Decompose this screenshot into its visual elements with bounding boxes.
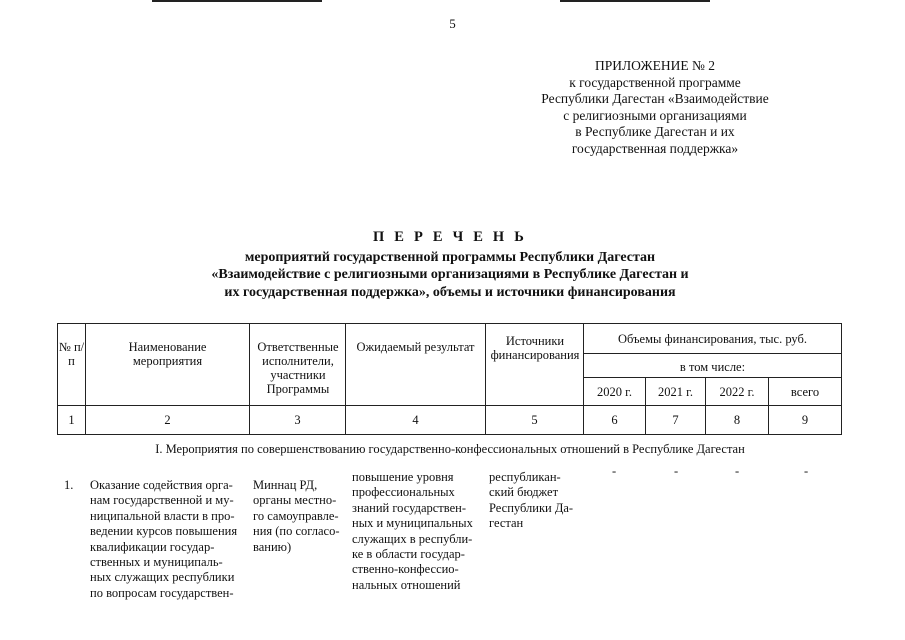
title-line: мероприятий государственной программы Республики Дагестан [244, 249, 656, 265]
row-name-line: ственных и муниципаль- [90, 555, 223, 570]
row-source-line: Республики Да- [489, 500, 574, 515]
column-number: 5 [531, 413, 538, 427]
row-responsible-line: Миннац РД, [253, 478, 318, 492]
section-title: I. Мероприятия по совершенствованию государственно-конфессиональных отношений в Республике Дагестан [155, 442, 745, 456]
appendix-line: к государственной программе [569, 74, 741, 90]
document-title [90, 229, 810, 301]
row-name-line: ведении курсов повышения [90, 524, 238, 539]
table-border [57, 405, 842, 406]
row-2020-value: - [612, 464, 617, 478]
appendix-line: в Республике Дагестан и их [575, 124, 735, 140]
table-border [583, 353, 842, 354]
row-responsible [253, 478, 340, 555]
row-name-line: ниципальной власти в про- [90, 508, 235, 523]
row-source [489, 470, 573, 532]
row-responsible-line: го самоуправле- [253, 508, 339, 523]
header-result: Ожидаемый результат [356, 340, 475, 354]
page-number: 5 [449, 16, 456, 31]
row-responsible-line: ванию) [253, 539, 292, 554]
row-result-line: профессиональных [352, 485, 455, 500]
column-number: 6 [611, 413, 618, 427]
appendix-block [500, 58, 810, 158]
top-border-fragment [152, 0, 322, 2]
header-including: в том числе: [679, 360, 746, 374]
row-responsible-line: органы местно- [253, 493, 337, 508]
row-2021-value: - [674, 464, 679, 478]
column-number: 1 [68, 413, 75, 427]
row-result-line: служащих в республи- [352, 531, 473, 546]
column-number: 4 [412, 413, 419, 427]
title-line: «Взаимодействие с религиозными организациями в Республике Дагестан и [211, 267, 689, 282]
column-number: 2 [164, 413, 171, 427]
row-name [90, 478, 237, 601]
row-total-value: - [804, 464, 809, 478]
top-border-fragment [560, 0, 710, 2]
row-responsible-line: ния (по согласо- [253, 524, 340, 539]
table-border [57, 434, 842, 435]
row-result-line: ке в области государ- [352, 547, 465, 562]
row-result-line: повышение уровня [352, 470, 454, 484]
row-2022-value: - [735, 464, 740, 478]
table-border [841, 323, 842, 435]
column-number: 3 [294, 413, 301, 427]
appendix-line: Республики Дагестан «Взаимодействие [541, 91, 769, 107]
row-result-line: знаний государствен- [352, 500, 466, 515]
appendix-line: государственная поддержка» [571, 140, 739, 156]
header-funding: Объемы финансирования, тыс. руб. [618, 332, 807, 346]
row-name-line: Оказание содействия орга- [90, 478, 233, 492]
row-name-line: нам государственной и му- [90, 493, 234, 508]
header-2021: 2021 г. [658, 385, 693, 399]
header-total: всего [790, 385, 820, 399]
header-2022: 2022 г. [719, 385, 755, 399]
title-heading: П Е Р Е Ч Е Н Ь [372, 229, 528, 245]
row-result-line: нальных отношений [352, 577, 461, 592]
column-number: 8 [733, 413, 741, 427]
row-number: 1. [64, 478, 74, 492]
header-sources: Источники финансирования [490, 334, 580, 362]
header-name: Наименование мероприятия [128, 340, 207, 368]
row-result-line: ственно-конфессио- [352, 562, 459, 577]
appendix-line: с религиозными организациями [563, 107, 747, 123]
row-name-line: квалификации государ- [90, 539, 215, 554]
title-line: их государственная поддержка», объемы и источники финансирования [224, 284, 676, 300]
row-result [352, 470, 473, 593]
table-border [583, 377, 842, 378]
column-number: 7 [672, 413, 679, 427]
header-responsible: Ответственные исполнители, участники Программы [257, 340, 339, 396]
row-source-line: гестан [489, 516, 524, 531]
row-source-line: ский бюджет [489, 485, 559, 500]
table-border [57, 323, 842, 324]
header-2020: 2020 г. [597, 385, 632, 399]
header-num: № п/п [58, 340, 85, 368]
row-name-line: ных служащих республики [90, 570, 235, 585]
row-result-line: ных и муниципальных [352, 516, 473, 531]
row-source-line: республикан- [489, 470, 561, 484]
row-name-line: по вопросам государствен- [90, 585, 234, 600]
appendix-line: ПРИЛОЖЕНИЕ № 2 [594, 58, 716, 73]
column-number: 9 [801, 413, 809, 427]
